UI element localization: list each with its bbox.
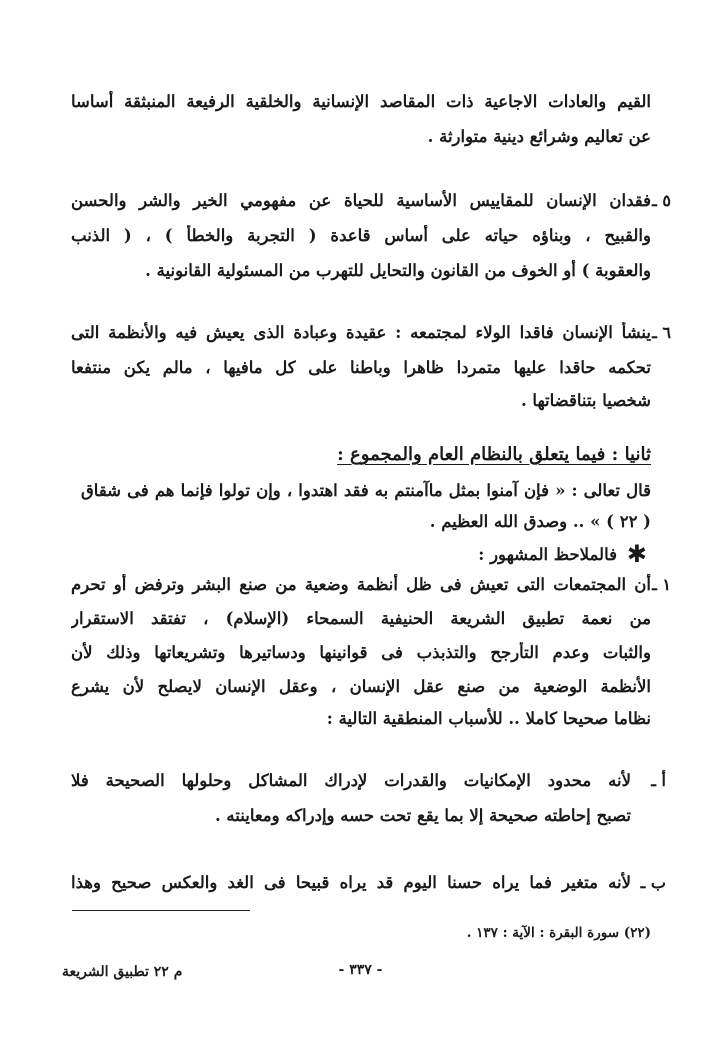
item-5-line-2: والقبيح ، وبناؤه حياته على أساس قاعدة ( التجربة والخطأ ) ، ( الذنب [71,226,651,245]
page-number: - ٣٣٧ - [338,962,383,978]
running-footer: م ٢٢ تطبيق الشريعة [62,964,183,980]
item-6-line-3: شخصيا بتناقضاتها . [520,391,651,410]
item-1-line-5: نظاما صحيحا كاملا .. للأسباب المنطقية التالية : [326,709,651,728]
observed-label: فالملاحظ المشهور : [478,545,617,564]
asterisk-icon: ✱ [626,540,647,568]
item-5-line-3: والعقوبة ) أو الخوف من القانون والتحايل للتهرب من المسئولية القانونية . [145,261,651,280]
item-1-line-1: أن المجتمعات التى تعيش فى ظل أنظمة وضعية من صنع البشر وترفض أو تحرم [71,575,651,594]
quote-line-1: قال تعالى : « فإن آمنوا بمثل ماآمنتم به فقد اهتدوا ، وإن تولوا فإنما هم فى شقاق [81,481,651,500]
footnote-rule [72,910,250,911]
item-b-line-1: لأنه متغير فما يراه حسنا اليوم قد يراه قبيحا فى الغد والعكس صحيح وهذا [71,873,631,892]
footnote: (٢٢) سورة البقرة : الآية : ١٣٧ . [466,925,651,941]
item-6-line-2: تحكمه حاقدا عليها متمردا ظاهرا وباطنا على كل مافيها ، مالم يكن منتفعا [71,358,651,377]
item-5-number: ٥ ـ [652,191,671,210]
item-1-number: ١ ـ [652,575,671,594]
item-1-line-2: من نعمة تطبيق الشريعة الحنيفية السمحاء (الإسلام) ، تفتقد الاستقرار [71,609,651,628]
item-a-line-1: لأنه محدود الإمكانيات والقدرات لإدراك المشاكل وحلولها الصحيحة فلا [71,771,631,790]
item-6-line-1: ينشأ الإنسان فاقدا الولاء لمجتمعه : عقيدة وعبادة الذى يعيش فيه والأنظمة التى [71,323,651,342]
item-a-letter: أ ـ [651,771,666,790]
item-1-line-3: والثبات وعدم التأرجح والتذبذب فى قوانينها ودساتيرها وتشريعاتها وذلك لأن [71,643,651,662]
intro-line-2: عن تعاليم وشرائع دينية متوارثة . [427,127,651,146]
section-heading: ثانيا : فيما يتعلق بالنظام العام والمجموع : [337,444,651,465]
quote-line-2: ( ٢٢ ) » .. وصدق الله العظيم . [429,512,651,531]
item-6-number: ٦ ـ [652,323,671,342]
item-b-letter: ب ـ [640,873,666,892]
intro-line-1: القيم والعادات الاجاعية ذات المقاصد الإنسانية والخلقية الرفيعة المنبثقة أساسا [71,92,651,111]
item-1-line-4: الأنظمة الوضعية من صنع عقل الإنسان ، وعقل الإنسان لايصلح لأن يشرع [71,677,651,696]
item-a-line-2: تصبح إحاطته صحيحة إلا بما يقع تحت حسه وإدراكه ومعاينته . [214,806,631,825]
item-5-line-1: فقدان الإنسان للمقاييس الأساسية للحياة عن مفهومي الخير والشر والحسن [71,191,651,210]
